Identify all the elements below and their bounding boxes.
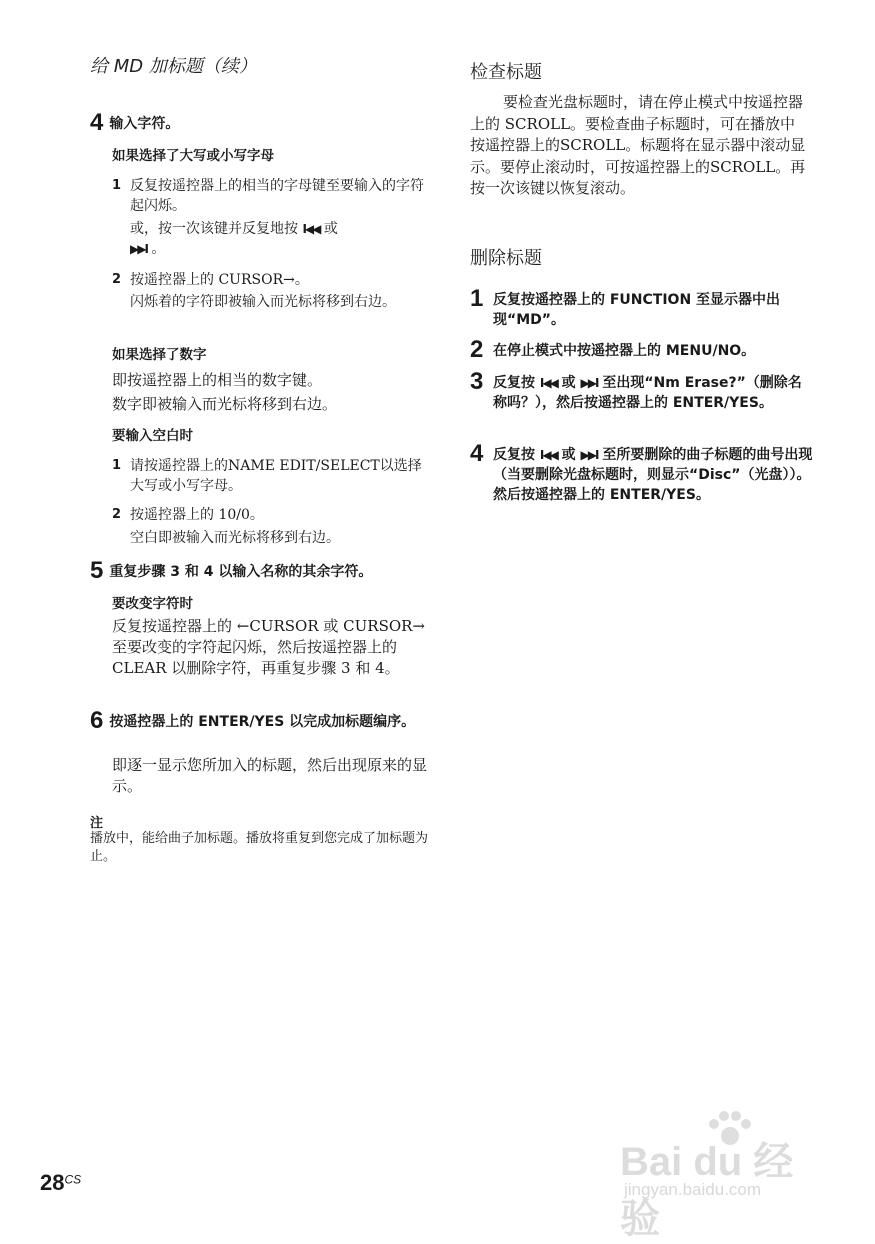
page-number [40, 1170, 81, 1196]
previous-track-icon: I◀◀ [539, 448, 557, 462]
step-text-post: 至出现“Nm Erase?”（删除名称吗？），然后按遥控器上的 ENTER/YES。 [493, 375, 802, 411]
running-head: 给 MD 加标题（续） [90, 56, 257, 77]
alt-text-or: 或 [323, 221, 338, 237]
step-text: 重复步骤 3 和 4 以输入名称的其余字符。 [109, 564, 373, 580]
note-heading: 注 [90, 816, 104, 831]
paragraph: 数字即被输入而光标将移到右边。 [112, 395, 338, 413]
step-text: 按遥控器上的 ENTER/YES 以完成加标题编序。 [109, 714, 416, 730]
subheading-number: 如果选择了数字 [112, 347, 207, 363]
next-track-icon: ▶▶I [130, 242, 147, 256]
delete-step-4 [470, 440, 815, 505]
step-4 [90, 109, 180, 136]
paragraph: 即逐一显示您所加入的标题，然后出现原来的显示。 [112, 756, 428, 795]
delete-step-2 [470, 336, 815, 363]
step-text: 输入字符。 [109, 116, 180, 132]
item-text: 按遥控器上的 10/0。 [130, 507, 264, 523]
list-item [112, 456, 432, 496]
step-number: 2 [470, 336, 484, 363]
paragraph: 要检查光盘标题时，请在停止模式中按遥控器上的 SCROLL。要检查曲子标题时，可在播放中按遥控器上的SCROLL。标题将在显示器中滚动显示。要停止滚动时，可按遥控器上的SCROLL。再按一次该键以恢复滚动。 [470, 93, 806, 197]
previous-track-icon: I◀◀ [302, 222, 320, 236]
delete-step-1 [470, 285, 815, 330]
step-number: 5 [90, 557, 104, 584]
item-description [112, 292, 432, 312]
item-description [112, 528, 432, 548]
step-6 [90, 707, 435, 734]
next-track-icon: ▶▶I [580, 376, 598, 390]
item-number: 2 [112, 507, 122, 522]
step-number: 1 [470, 285, 484, 312]
step-number: 4 [470, 440, 484, 467]
watermark [620, 1120, 830, 1241]
item-number: 1 [112, 458, 122, 473]
next-track-icon: ▶▶I [580, 448, 598, 462]
step-text-or: 或 [561, 447, 576, 463]
step-text-or: 或 [561, 375, 576, 391]
item-number: 2 [112, 272, 122, 287]
paragraph: 即按遥控器上的相当的数字键。 [112, 371, 323, 389]
step-number: 3 [470, 368, 484, 395]
watermark-logo: Bai du 经验 [620, 1140, 794, 1241]
item-text: 按遥控器上的 CURSOR→。 [130, 272, 309, 288]
step-text: 反复按遥控器上的 FUNCTION 至显示器中出现“MD”。 [493, 292, 781, 328]
item-desc-text: 闪烁着的字符即被输入而光标将移到右边。 [130, 294, 396, 310]
delete-step-3 [470, 368, 815, 413]
watermark-url: jingyan.baidu.com [624, 1180, 762, 1199]
list-item-alt [112, 219, 432, 259]
subheading-change: 要改变字符时 [112, 596, 193, 612]
list-item [112, 176, 432, 216]
list-item [112, 270, 432, 290]
previous-track-icon: I◀◀ [539, 376, 557, 390]
note-body: 播放中，能给曲子加标题。播放将重复到您完成了加标题为止。 [90, 831, 429, 864]
step-number: 4 [90, 109, 104, 136]
list-item [112, 505, 432, 525]
step-text-post: 至所要删除的曲子标题的曲号出现（当要删除光盘标题时，则显示“Disc”（光盘））。然后按遥控器上的 ENTER/YES。 [493, 447, 813, 503]
step-text-pre: 反复按 [493, 375, 535, 391]
page-suffix: CS [64, 1172, 82, 1187]
step-text-pre: 反复按 [493, 447, 535, 463]
subheading-space: 要输入空白时 [112, 428, 193, 444]
section-title-delete: 删除标题 [470, 248, 542, 269]
section-title-check: 检查标题 [470, 62, 542, 83]
paragraph: 反复按遥控器上的 ←CURSOR 或 CURSOR→ 至要改变的字符起闪烁，然后按遥控器上的 CLEAR 以删除字符，再重复步骤 3 和 4。 [112, 617, 426, 677]
step-5 [90, 557, 373, 584]
page-number-value: 28 [40, 1170, 65, 1195]
subheading-letters: 如果选择了大写或小写字母 [112, 148, 274, 164]
item-number: 1 [112, 178, 122, 193]
item-desc-text: 空白即被输入而光标将移到右边。 [130, 530, 340, 546]
alt-text-post: 。 [151, 241, 166, 257]
item-text: 反复按遥控器上的相当的字母键至要输入的字符起闪烁。 [130, 178, 424, 214]
step-text: 在停止模式中按遥控器上的 MENU/NO。 [493, 343, 756, 359]
alt-text-pre: 或，按一次该键并反复地按 [130, 221, 298, 237]
item-text: 请按遥控器上的NAME EDIT/SELECT以选择大写或小写字母。 [130, 458, 422, 494]
step-number: 6 [90, 707, 104, 734]
